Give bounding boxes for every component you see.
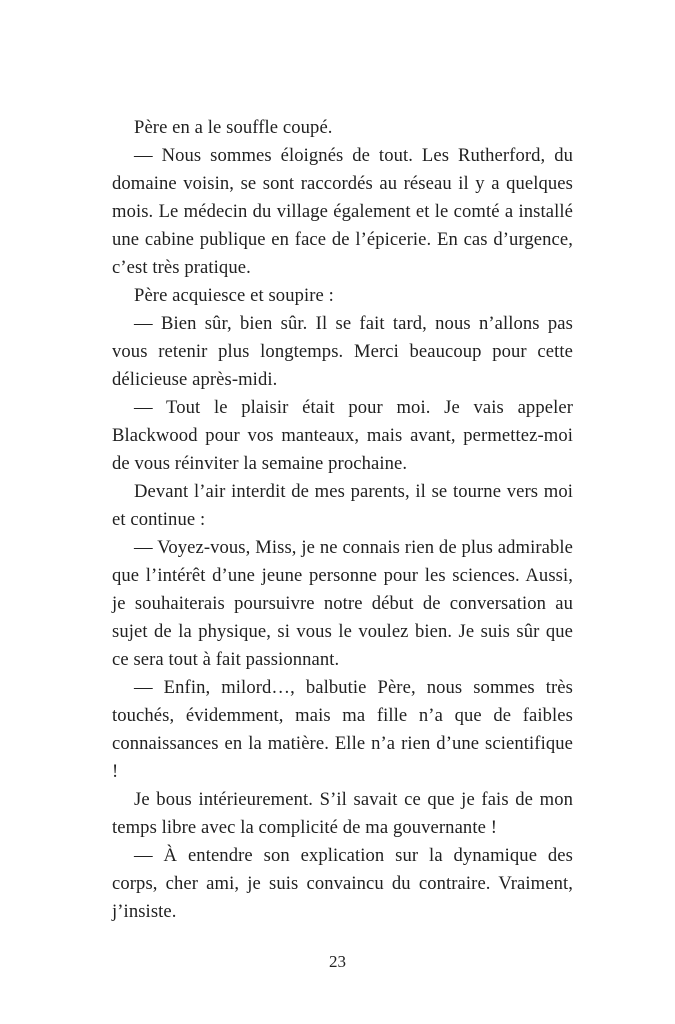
text-block bbox=[112, 114, 573, 926]
paragraph: Père acquiesce et soupire : bbox=[134, 285, 334, 306]
paragraph: Devant l’air interdit de mes parents, il se tourne vers moi et continue : bbox=[112, 481, 573, 530]
paragraph: — Nous sommes éloignés de tout. Les Rutherford, du domaine voisin, se sont raccordés au réseau il y a quelques mois. Le médecin du village également et le comté a installé une cabine publique en face de l’épicerie. En cas d’urgence, c’est très pratique. bbox=[112, 145, 573, 278]
paragraph: — À entendre son explication sur la dynamique des corps, cher ami, je suis convaincu du contraire. Vraiment, j’insiste. bbox=[112, 845, 573, 922]
paragraph: Père en a le souffle coupé. bbox=[134, 117, 333, 138]
paragraph: — Bien sûr, bien sûr. Il se fait tard, nous n’allons pas vous retenir plus longtemps. Merci beaucoup pour cette délicieuse après-midi. bbox=[112, 313, 573, 390]
paragraph: — Voyez-vous, Miss, je ne connais rien de plus admirable que l’intérêt d’une jeune personne pour les sciences. Aussi, je souhaiterais poursuivre notre début de conversation au sujet de la physique, si vous le voulez bien. Je suis sûr que ce sera tout à fait passionnant. bbox=[112, 537, 573, 670]
paragraph: — Tout le plaisir était pour moi. Je vais appeler Blackwood pour vos manteaux, mais avant, permettez-moi de vous réinviter la semaine prochaine. bbox=[112, 397, 573, 474]
page-number: 23 bbox=[329, 952, 346, 971]
paragraph: — Enfin, milord…, balbutie Père, nous sommes très touchés, évidemment, mais ma fille n’a que de faibles connaissances en la matière. Elle n’a rien d’une scientifique ! bbox=[112, 677, 573, 782]
paragraph: Je bous intérieurement. S’il savait ce que je fais de mon temps libre avec la complicité de ma gouvernante ! bbox=[112, 789, 573, 838]
